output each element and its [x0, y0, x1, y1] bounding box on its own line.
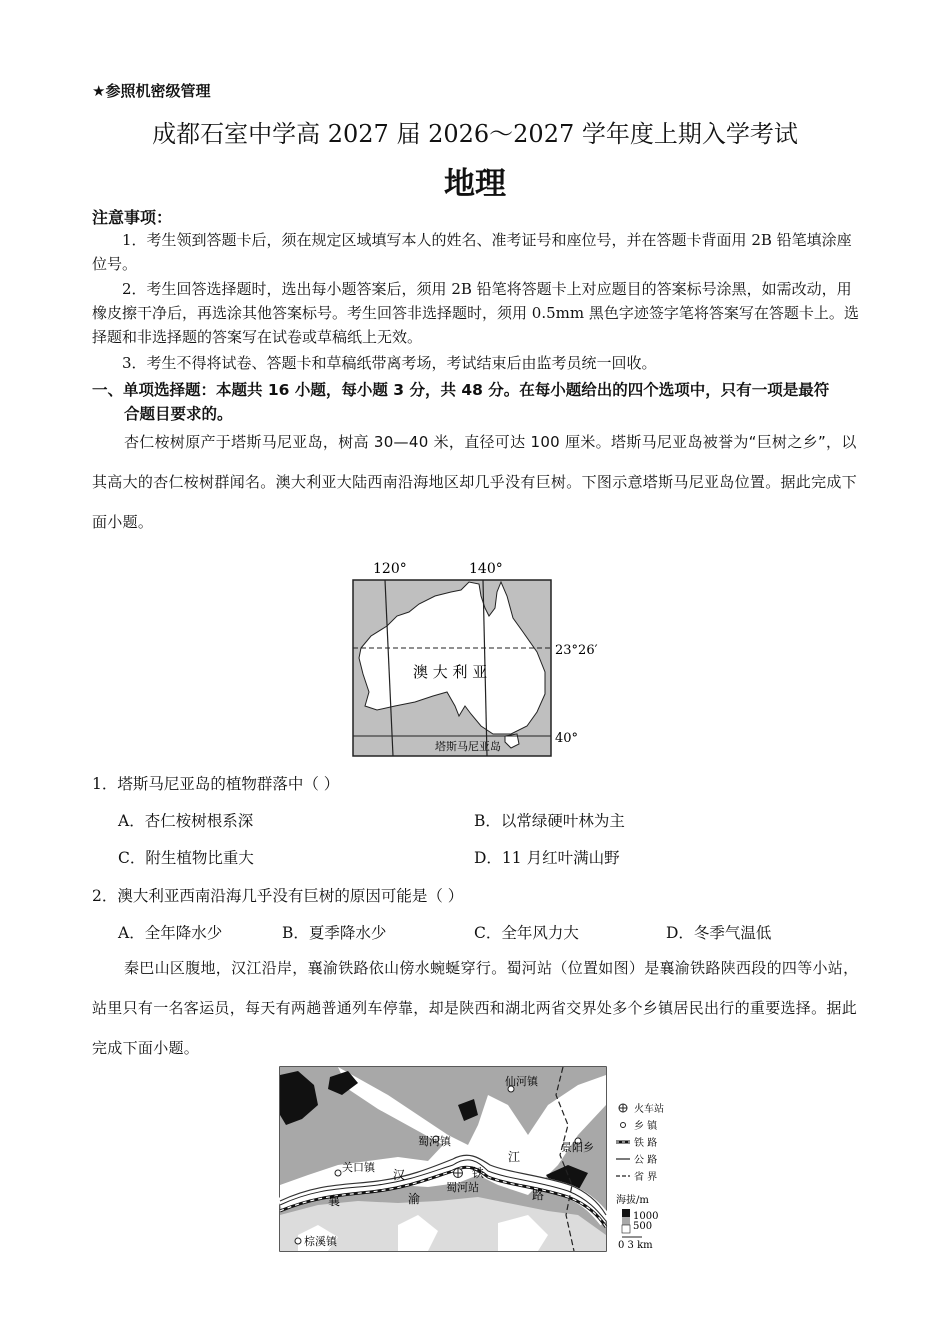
shuhe-terrain-map [278, 1065, 673, 1255]
label-river-2: 江 [508, 1150, 521, 1164]
label-rail-2: 渝 [408, 1192, 421, 1206]
legend-elev-title: 海拔/m [616, 1195, 649, 1206]
legend-station: 火车站 [634, 1104, 664, 1115]
map2-legend [616, 1102, 664, 1251]
guankou-town-marker [335, 1170, 341, 1176]
legend-elev-high [622, 1209, 630, 1217]
legend-elev-1000: 1000 [633, 1211, 659, 1222]
label-120: 120° [373, 561, 407, 577]
q1-option-a: A．杏仁桉树根系深 [118, 812, 254, 830]
exam-title: 成都石室中学高 2027 届 2026～2027 学年度上期入学考试 [152, 120, 798, 148]
q2-option-b: B．夏季降水少 [282, 924, 387, 942]
label-guankou: 关口镇 [342, 1161, 375, 1174]
section-heading-line2: 合题目要求的。 [124, 405, 233, 423]
label-xianhe: 仙河镇 [505, 1075, 538, 1088]
label-zongxi: 棕溪镇 [304, 1235, 337, 1248]
q1-option-b: B．以常绿硬叶林为主 [474, 812, 625, 830]
label-tropic: 23°26′ [555, 643, 598, 658]
notice-item-2: 2．考生回答选择题时，选出每小题答案后，须用 2B 铅笔将答题卡上对应题目的答案标号涂黑，如需改动，用橡皮擦干净后，再选涂其他答案标号。考生回答非选择题时，须用 0.5mm 黑色字迹签字笔将答案写在答题卡上。选择题和非选择题的答案写在试卷或草稿纸上无效。 [92, 280, 859, 346]
legend-scale: 0 3 km [618, 1240, 653, 1251]
q2-option-a: A．全年降水少 [118, 924, 223, 942]
legend-township: 乡 镇 [634, 1121, 658, 1132]
notice-item-3: 3．考生不得将试卷、答题卡和草稿纸带离考场，考试结束后由监考员统一回收。 [122, 354, 657, 372]
material-2: 秦巴山区腹地，汉江沿岸，襄渝铁路依山傍水蜿蜒穿行。蜀河站（位置如图）是襄渝铁路陕西段的四等小站，站里只有一名客运员，每天有两趟普通列车停靠，却是陕西和湖北两省交界处多个乡镇居民出行的重要选择。据此完成下面小题。 [92, 959, 859, 1057]
label-australia: 澳 大 利 亚 [413, 663, 488, 681]
label-tasmania: 塔斯马尼亚岛 [435, 740, 501, 753]
label-shuhe-town: 蜀河镇 [418, 1135, 451, 1148]
label-rail-4: 路 [532, 1188, 545, 1202]
secrecy-label: ★参照机密级管理 [92, 82, 211, 100]
q1-option-c: C．附生植物比重大 [118, 849, 254, 867]
zongxi-town-marker [295, 1238, 301, 1244]
material-1: 杏仁桉树原产于塔斯马尼亚岛，树高 30—40 米，直径可达 100 厘米。塔斯马尼亚岛被誉为“巨树之乡”，以其高大的杏仁桉树群闻名。澳大利亚大陆西南沿海地区却几乎没有巨树。下图示意塔斯马尼亚岛位置。据此完成下面小题。 [92, 433, 858, 531]
legend-elev-500: 500 [633, 1221, 653, 1232]
legend-border: 省 界 [634, 1172, 658, 1183]
subject-title: 地理 [444, 166, 506, 202]
section-heading-line1: 一、单项选择题：本题共 16 小题，每小题 3 分，共 48 分。在每小题给出的四个选项中，只有一项是最符 [92, 381, 830, 399]
label-140: 140° [469, 561, 503, 577]
label-40: 40° [555, 731, 579, 746]
legend-township-icon [621, 1123, 626, 1128]
label-jingyang: 景阳乡 [561, 1141, 594, 1154]
section-heading [92, 378, 868, 426]
q1-option-d: D．11 月红叶满山野 [474, 849, 620, 867]
notice-item-1: 1．考生领到答题卡后，须在规定区域填写本人的姓名、准考证号和座位号，并在答题卡背面用 2B 铅笔填涂座位号。 [92, 231, 852, 273]
q2-option-c: C．全年风力大 [474, 924, 579, 942]
australia-map [345, 556, 598, 762]
legend-road: 公 路 [634, 1155, 658, 1166]
legend-railway: 铁 路 [634, 1138, 658, 1149]
label-river-1: 汉 [393, 1168, 406, 1182]
label-rail-3: 铁 [472, 1166, 485, 1180]
question-1-stem: 1．塔斯马尼亚岛的植物群落中（ ） [92, 775, 340, 793]
question-2-stem: 2．澳大利亚西南沿海几乎没有巨树的原因可能是（ ） [92, 887, 464, 905]
label-shuhe-station: 蜀河站 [446, 1181, 479, 1194]
q2-option-d: D．冬季气温低 [666, 924, 772, 942]
label-rail-1: 襄 [328, 1194, 341, 1208]
notice-heading: 注意事项： [92, 208, 173, 227]
